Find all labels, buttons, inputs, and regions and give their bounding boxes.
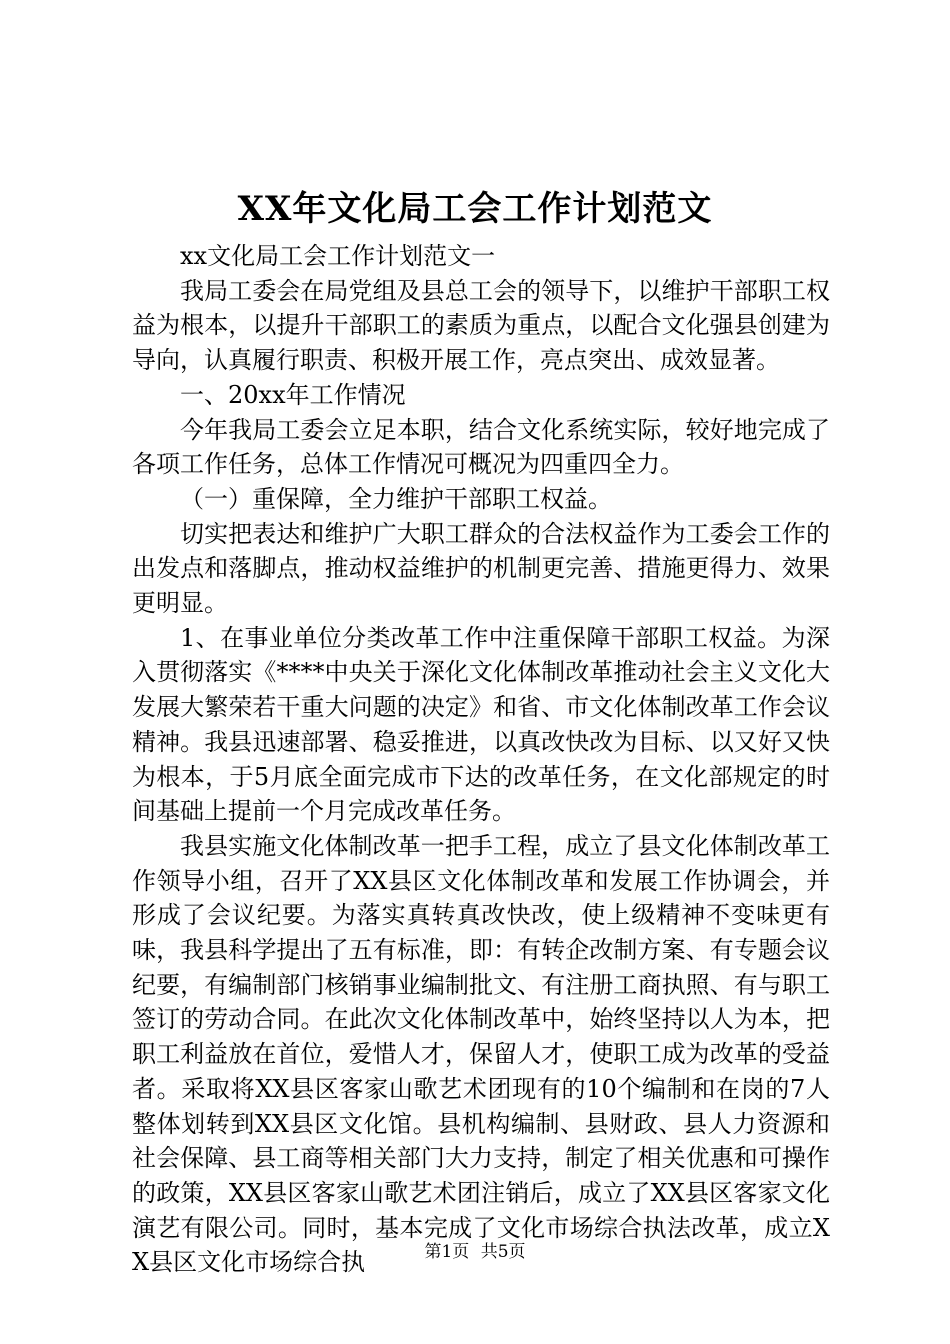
page-number: 第1页 [424,1242,470,1262]
document-title: XX年文化局工会工作计划范文 [237,189,713,229]
body-paragraph: 切实把表达和维护广大职工群众的合法权益作为工委会工作的出发点和落脚点，推动权益维护的机制更完善、措施更得力、效果更明显。 [132,519,830,618]
page-footer [0,1240,950,1264]
subtitle-paragraph: xx文化局工会工作计划范文一 [180,242,496,270]
document-body [132,239,830,1280]
body-paragraph: 今年我局工委会立足本职，结合文化系统实际，较好地完成了各项工作任务，总体工作情况可概况为四重四全力。 [132,415,830,479]
body-paragraph: 我局工委会在局党组及县总工会的领导下，以维护干部职工权益为根本，以提升干部职工的素质为重点，以配合文化强县创建为导向，认真履行职责、积极开展工作，亮点突出、成效显著。 [132,276,830,375]
body-paragraph: 我县实施文化体制改革一把手工程，成立了县文化体制改革工作领导小组，召开了XX县区文化体制改革和发展工作协调会，并形成了会议纪要。为落实真转真改快改，使上级精神不变味更有味，我县科学提出了五有标准，即：有转企改制方案、有专题会议纪要，有编制部门核销事业编制批文、有注册工商执照、有与职工签订的劳动合同。在此次文化体制改革中，始终坚持以人为本，把职工利益放在首位，爱惜人才，保留人才，使职工成为改革的受益者。采取将XX县区客家山歌艺术团现有的10个编制和在岗的7人整体划转到XX县区文化馆。县机构编制、县财政、县人力资源和社会保障、县工商等相关部门大力支持，制定了相关优惠和可操作的政策，XX县区客家山歌艺术团注销后，成立了XX县区客家文化演艺有限公司。同时，基本完成了文化市场综合执法改革，成立XX县区文化市场综合执 [132,831,830,1277]
body-paragraph: 1、在事业单位分类改革工作中注重保障干部职工权益。为深入贯彻落实《****中央关于深化文化体制改革推动社会主义文化大发展大繁荣若干重大问题的决定》和省、市文化体制改革工作会议精神。我县迅速部署、稳妥推进，以真改快改为目标、以又好又快为根本，于5月底全面完成市下达的改革任务，在文化部规定的时间基础上提前一个月完成改革任务。 [132,623,830,826]
subsection-heading: （一）重保障，全力维护干部职工权益。 [180,484,612,513]
page-total: 共5页 [480,1242,526,1262]
section-heading: 一、20xx年工作情况 [180,380,406,409]
